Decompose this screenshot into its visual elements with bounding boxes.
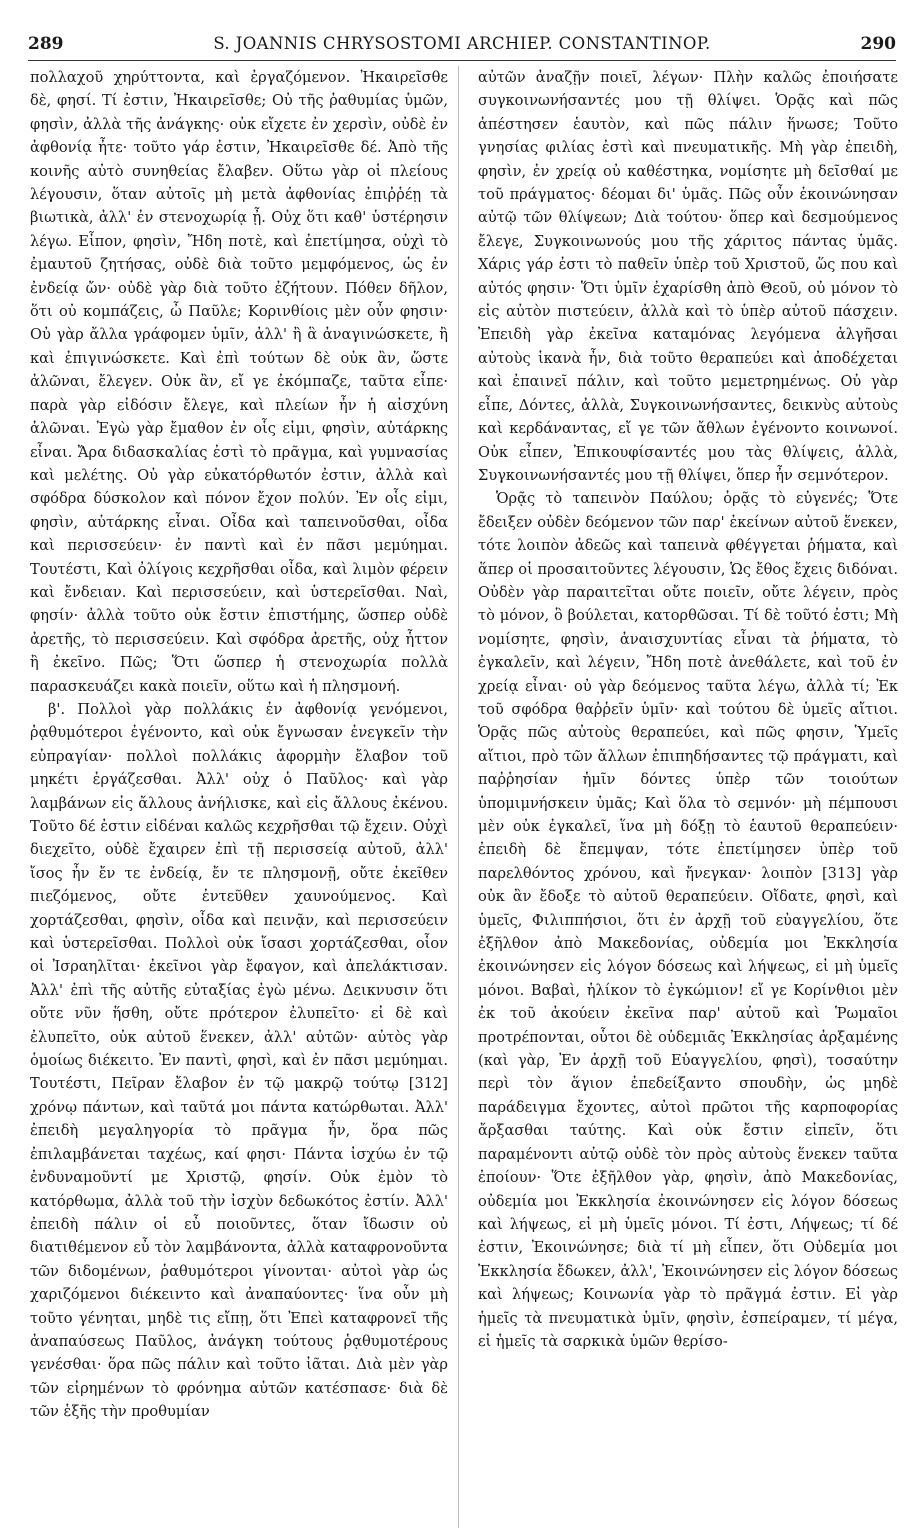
- running-title: S. JOANNIS CHRYSOSTOMI ARCHIEP. CONSTANTINOP.: [213, 34, 711, 53]
- left-page-number: 289: [28, 34, 64, 54]
- right-paragraph: αὐτῶν ἀναζῇν ποιεῖ, λέγων· Πλὴν καλῶς ἐποιήσατε συγκοινωνήσαντές μου τῇ θλίψει. Ὁρᾷς καὶ πῶς ἀπέστησεν ἑαυτὸν, καὶ πῶς πάλιν ἥνωσε; Τοῦτο γνησίας φιλίας ἐστὶ καὶ πνευματικῆς. Μὴ γὰρ ἐπειδὴ, φησὶν, ἐν χρείᾳ οὐ καθέστηκα, νομίσητε μὴ δεῖσθαί με τοῦ πράγματος· δέομαι δι' ὑμᾶς. Πῶς οὖν ἐκοινώνησαν αὐτῷ τῶν θλίψεων; Διὰ τούτου· ὅπερ καὶ δεσμούμενος ἔλεγε, Συγκοινωνούς μου τῆς χάριτος πάντας ὑμᾶς. Χάρις γάρ ἐστι τὸ παθεῖν ὑπὲρ τοῦ Χριστοῦ, ὥς που καὶ αὐτός φησιν· Ὅτι ὑμῖν ἐχαρίσθη ἀπὸ Θεοῦ, οὐ μόνον τὸ εἰς αὐτὸν πιστεύειν, ἀλλὰ καὶ τὸ ὑπὲρ αὐτοῦ πάσχειν. Ἐπειδὴ γὰρ ἐκεῖνα καταμόνας λεγόμενα ἀλγῆσαι αὐτοὺς ἱκανὰ ἦν, διὰ τοῦτο θεραπεύει καὶ ἀποδέχεται καὶ ἐπαινεῖ πάλιν, καὶ τοῦτο μεμετρημένως. Οὐ γὰρ εἶπε, Δόντες, ἀλλὰ, Συγκοινωνήσαντες, δεικνὺς αὐτοὺς καὶ κερδάναντας, εἴ γε τῶν ἄθλων ἐγένοντο κοινωνοί. Οὐκ εἶπεν, Ἐπικουφίσαντές μου τὰς θλίψεις, ἀλλὰ, Συγκοινωνήσαντές μου τῇ θλίψει, ὅπερ ἦν σεμνότερον.: [478, 69, 898, 484]
- right-column: [478, 66, 898, 1528]
- right-page-number: 290: [860, 34, 896, 54]
- column-divider: [458, 66, 459, 1528]
- running-header: [28, 34, 896, 58]
- header-rule: [28, 60, 896, 61]
- left-paragraph: β'. Πολλοὶ γὰρ πολλάκις ἐν ἀφθονίᾳ γενόμενοι, ῥᾳθυμότεροι ἐγένοντο, καὶ οὐκ ἔγνωσαν ἐνεγκεῖν τὴν εὐπραγίαν· πολλοὶ πολλάκις ἀφορμὴν ἔλαβον τοῦ μηκέτι ἐργάζεσθαι. Ἀλλ' οὐχ ὁ Παῦλος· καὶ γὰρ λαμβάνων εἰς ἄλλους ἀνήλισκε, καὶ εἰς ἄλλους ἐκένου. Τοῦτο δέ ἐστιν εἰδέναι καλῶς κεχρῆσθαι τῷ ἔχειν. Οὐχὶ διεχεῖτο, οὐδὲ ἔχαιρεν ἐπὶ τῇ περισσείᾳ αὐτοῦ, ἀλλ' ἴσος ἦν ἔν τε ἐνδείᾳ, ἔν τε πλησμονῇ, οὔτε ἐκεῖθεν πιεζόμενος, οὔτε ἐντεῦθεν χαυνούμενος. Καὶ χορτάζεσθαι, φησὶν, οἶδα καὶ πεινᾷν, καὶ περισσεύειν καὶ ὑστερεῖσθαι. Πολλοὶ οὐκ ἴσασι χορτάζεσθαι, οἷον οἱ Ἰσραηλῖται· ἐκεῖνοι γὰρ ἔφαγον, καὶ ἀπελάκτισαν. Ἀλλ' ἐπὶ τῆς αὐτῆς εὐταξίας ἐγὼ μένω. Δεικνυσιν ὅτι οὔτε νῦν ἥσθη, οὔτε πρότερον ἐλυπεῖτο· εἰ δὲ καὶ ἐλυπεῖτο, οὐκ αὐτοῦ ἕνεκεν, ἀλλ' αὐτῶν· αὐτὸς γὰρ ὁμοίως διέκειτο. Ἐν παντὶ, φησὶ, καὶ ἐν πᾶσι μεμύημαι. Τουτέστι, Πεῖραν ἔλαβον ἐν τῷ μακρῷ τούτῳ [312] χρόνῳ πάντων, καὶ ταῦτά μοι πάντα κατώρθωται. Ἀλλ' ἐπειδὴ μεγαληγορία τὸ πρᾶγμα ἦν, ὅρα πῶς ἐπιλαμβάνεται ταχέως, καί φησι· Πάντα ἰσχύω ἐν τῷ ἐνδυναμοῦντί με Χριστῷ, φησίν. Οὐκ ἐμὸν τὸ κατόρθωμα, ἀλλὰ τοῦ τὴν ἰσχὺν δεδωκότος ἐστίν. Ἀλλ' ἐπειδὴ πάλιν οἱ εὖ ποιοῦντες, ὅταν ἴδωσιν οὐ διατιθέμενον εὖ τὸν λαμβάνοντα, ἀλλὰ καταφρονοῦντα τῶν διδομένων, ῥαθυμότεροι γίνονται· αὐτοὶ γὰρ ὡς χαριζόμενοι διέκειντο καὶ ἀναπαύοντες· ἵνα οὖν μὴ τοῦτο γένηται, μηδὲ τις εἴπῃ, ὅτι Ἐπεὶ καταφρονεῖ τῆς ἀναπαύσεως Παῦλος, ἀνάγκη τούτους ῥᾳθυμοτέρους γενέσθαι· ὅρα πῶς πάλιν καὶ τοῦτο ἰᾶται. Διὰ μὲν γὰρ τῶν εἰρημένων τὸ φρόνημα αὐτῶν κατέσπασε· διὰ δὲ τῶν ἑξῆς τὴν προθυμίαν: [30, 700, 448, 1421]
- right-paragraph: Ὁρᾷς τὸ ταπεινὸν Παύλου; ὁρᾷς τὸ εὐγενές; Ὅτε ἔδειξεν οὐδὲν δεόμενον τῶν παρ' ἐκείνων αὐτοῦ ἕνεκεν, τότε λοιπὸν ἀδεῶς καὶ ταπεινὰ φθέγγεται ῥήματα, καὶ ἅπερ οἱ προσαιτοῦντες λέγουσιν, Ὡς ἔθος ἔχεις διδόναι. Οὐδὲν γὰρ παραιτεῖται οὔτε ποιεῖν, οὔτε λέγειν, πρὸς τὸ μόνον, ὃ βούλεται, κατορθῶσαι. Τί δὲ τοῦτό ἐστι; Μὴ νομίσητε, φησὶν, ἀναισχυντίας εἶναι τὰ ῥήματα, τὸ ἐγκαλεῖν, καὶ λέγειν, Ἤδη ποτὲ ἀνεθάλετε, καὶ τοῦ ἐν χρείᾳ εἶναι· οὐ γὰρ δεόμενος ταῦτα λέγω, ἀλλὰ τί; Ἐκ τοῦ σφόδρα θαῤῥεῖν ὑμῖν· καὶ τούτου δὲ ὑμεῖς αἴτιοι. Ὁρᾷς πῶς αὐτοὺς θεραπεύει, καὶ πῶς φησιν, Ὑμεῖς αἴτιοι, πρὸ τῶν ἄλλων ἐπιπηδήσαντες τῷ πράγματι, καὶ παῤῥησίαν ἡμῖν δόντες ὑπὲρ τῶν τοιούτων ὑπομιμνήσκειν ὑμᾶς; Καὶ ὅλα τὸ σεμνόν· μὴ πέμπουσι μὲν οὐκ ἐγκαλεῖ, ἵνα μὴ δόξῃ τὸ ἑαυτοῦ θεραπεύειν· ἐπειδὴ δὲ ἔπεμψαν, τότε ἐπετίμησεν ὑπὲρ τοῦ παρελθόντος χρόνου, καὶ ἤνεγκαν· λοιπὸν [313] γὰρ οὐκ ἂν ἔδοξε τὸ αὐτοῦ θεραπεύειν. Οἴδατε, φησὶ, καὶ ὑμεῖς, Φιλιππήσιοι, ὅτι ἐν ἀρχῇ τοῦ εὐαγγελίου, ὅτε ἐξῆλθον ἀπὸ Μακεδονίας, οὐδεμία μοι Ἐκκλησία ἐκοινώνησεν εἰς λόγον δόσεως καὶ λήψεως, εἰ μὴ ὑμεῖς μόνοι. Βαβαὶ, ἡλίκον τὸ ἐγκώμιον! εἴ γε Κορίνθιοι μὲν ἐκ τοῦ ἀκούειν ἐκεῖνα παρ' αὐτοῦ καὶ Ῥωμαῖοι προτρέπονται, οὗτοι δὲ οὐδεμιᾶς Ἐκκλησίας ἀρξαμένης (καὶ γὰρ, Ἐν ἀρχῇ τοῦ Εὐαγγελίου, φησὶ), τοσαύτην περὶ τὸν ἅγιον ἐπεδείξαντο σπουδὴν, ὡς μηδὲ παράδειγμα ἔχοντες, αὐτοὶ πρῶτοι τῆς καρποφορίας ἄρξασθαι ταύτης. Καὶ οὐκ ἔστιν εἰπεῖν, ὅτι παραμένοντι αὐτῷ οὐδὲ τὸν πρὸς αὐτοὺς ἕνεκεν ταῦτα ἐποίουν· Ὅτε ἐξῆλθον γὰρ, φησὶν, ἀπὸ Μακεδονίας, οὐδεμία μοι Ἐκκλησία ἐκοινώνησεν εἰς λόγον δόσεως καὶ λήψεως, εἰ μὴ ὑμεῖς μόνοι. Τί ἐστι, Λήψεως; τί δέ ἐστιν, Ἐκοινώνησε; διὰ τί μὴ εἶπεν, ὅτι Οὐδεμία μοι Ἐκκλησία ἔδωκεν, ἀλλ', Ἐκοινώνησεν εἰς λόγον δόσεως καὶ λήψεως; Κοινωνία γὰρ τὸ πρᾶγμά ἐστιν. Εἰ γὰρ ἡμεῖς τὰ πνευματικὰ ὑμῖν, φησὶν, ἐσπείραμεν, τί μέγα, εἰ ἡμεῖς τὰ σαρκικὰ ὑμῶν θερίσο-: [478, 490, 898, 1350]
- left-column: [30, 66, 448, 1528]
- left-paragraph: πολλαχοῦ χηρύττοντα, καὶ ἐργαζόμενον. Ἠκαιρεῖσθε δὲ, φησί. Τί ἐστιν, Ἠκαιρεῖσθε; Οὐ τῆς ῥαθυμίας ὑμῶν, φησὶν, ἀλλὰ τῆς ἀνάγκης· οὐκ εἴχετε ἐν χερσὶν, οὐδὲ ἐν ἀφθονίᾳ ἦτε· τοῦτο γάρ ἐστιν, Ἠκαιρεῖσθε δέ. Ἀπὸ τῆς κοινῆς αὐτὸ συνηθείας ἔλαβεν. Οὕτω γὰρ οἱ πλείους λέγουσιν, ὅταν αὐτοῖς μὴ μετὰ ἀφθονίας ἐπιῤῥέῃ τὰ βιωτικὰ, ἀλλ' ἐν στενοχωρίᾳ ᾖ. Οὐχ ὅτι καθ' ὑστέρησιν λέγω. Εἶπον, φησὶν, Ἤδη ποτὲ, καὶ ἐπετίμησα, οὐχὶ τὸ ἐμαυτοῦ ζητήσας, οὐδὲ διὰ τοῦτο μεμφόμενος, ὡς ἐν ἐνδείᾳ ὤν· οὐδὲ γὰρ διὰ τοῦτο ἐζήτουν. Πόθεν δῆλον, ὅτι οὐ κομπάζεις, ὦ Παῦλε; Κορινθίοις μὲν οὖν φησιν· Οὐ γὰρ ἄλλα γράφομεν ὑμῖν, ἀλλ' ἢ ἃ ἀναγινώσκετε, ἢ καὶ ἐπιγινώσκετε. Καὶ ἐπὶ τούτων δὲ οὐκ ἂν, ὥστε ἀλῶναι, ἔλεγεν. Οὐκ ἂν, εἴ γε ἐκόμπαζε, ταῦτα εἶπε· παρὰ γὰρ εἰδόσιν ἔλεγε, καὶ πλείων ἦν ἡ αἰσχύνη ἀλῶναι. Ἐγὼ γὰρ ἔμαθον ἐν οἷς εἰμι, φησὶν, αὐτάρκης εἶναι. Ἄρα διδασκαλίας ἐστὶ τὸ πρᾶγμα, καὶ γυμνασίας καὶ μελέτης. Οὐ γὰρ εὐκατόρθωτόν ἐστιν, ἀλλὰ καὶ σφόδρα δύσκολον καὶ πόνον ἔχον πολύν. Ἐν οἷς εἰμι, φησὶν, αὐτάρκης εἶναι. Οἶδα καὶ ταπεινοῦσθαι, οἶδα καὶ περισσεύειν· ἐν παντὶ καὶ ἐν πᾶσι μεμύημαι. Τουτέστι, Καὶ ὀλίγοις κεχρῆσθαι οἶδα, καὶ λιμὸν φέρειν καὶ ἔνδειαν. Καὶ περισσεύειν, καὶ ὑστερεῖσθαι. Ναὶ, φησίν· ἀλλὰ τοῦτο οὐκ ἔστιν ἐπιστήμης, ὥσπερ οὐδὲ ἀρετῆς, τὸ περισσεύειν. Καὶ σφόδρα ἀρετῆς, οὐχ ἧττον ἢ ἐκεῖνο. Πῶς; Ὅτι ὥσπερ ἡ στενοχωρία πολλὰ παρασκευάζει κακὰ ποιεῖν, οὕτω καὶ ἡ πλησμονή.: [30, 69, 448, 695]
